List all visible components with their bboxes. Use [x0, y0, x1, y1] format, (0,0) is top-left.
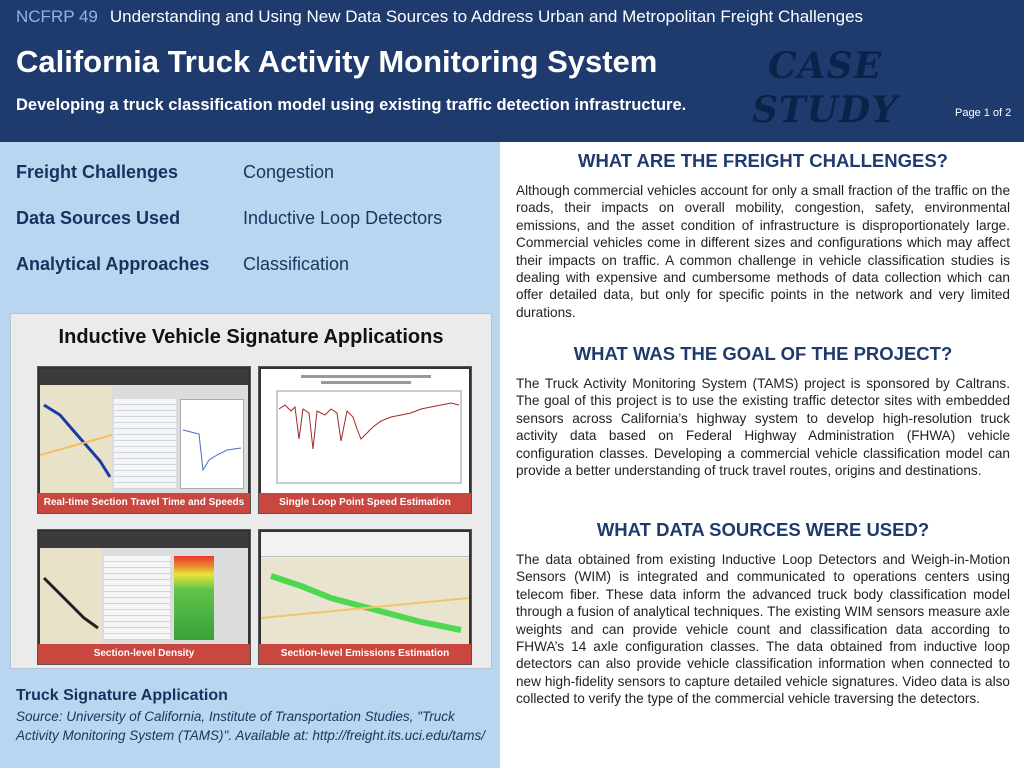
case-study-line2: STUDY	[752, 89, 899, 131]
panel-caption: Section-level Emissions Estimation	[259, 644, 471, 664]
fact-label: Freight Challenges	[16, 162, 179, 182]
figure-caption	[16, 687, 486, 745]
section-goal	[516, 343, 1010, 479]
series-line	[16, 7, 863, 27]
fact-label: Analytical Approaches	[16, 254, 210, 274]
series-title: Understanding and Using New Data Sources to Address Urban and Metropolitan Freight Challenges	[109, 7, 864, 26]
caption-source: Source: University of California, Institute of Transportation Studies, "Truck Activity Monitoring System (TAMS)". Available at: http://freight.its.uci.edu/tams/	[16, 709, 485, 743]
section-heading: WHAT DATA SOURCES WERE USED?	[596, 519, 930, 540]
fact-value: Classification	[243, 254, 350, 274]
section-data-sources	[516, 519, 1010, 708]
map-route	[40, 385, 112, 493]
panel-screenshot	[40, 532, 248, 644]
left-panel	[0, 142, 500, 768]
map-image	[40, 548, 102, 644]
fact-value: Inductive Loop Detectors	[243, 208, 443, 228]
section-body: The data obtained from existing Inductive Loop Detectors and Weigh-in-Motion Sensors (WIM) is integrated and communicated to operations centers using telecom fiber. These data inform the advanced truck body classification model through a fusion of analytical techniques. The existing WIM sensors measure axle weights and can provide vehicle count and classification data according to FHWA’s 14 axle configuration classes. The data obtained from inductive loop detectors can also provide vehicle classification information when connected to new high-fidelity sensors to capture detailed vehicle signatures. Video data is also collected to verify the type of the commercial vehicle traversing the detectors.	[516, 552, 1010, 707]
fact-value: Congestion	[243, 162, 335, 182]
section-body: The Truck Activity Monitoring System (TAMS) project is sponsored by Caltrans. The goal of this project is to use the existing traffic detector sites with embedded sensors across California’s highway system to develop high-resolution truck activity data based on Federal Highway Administration (FHWA) vehicle configuration classes. Developing a commercial vehicle classification model can provide a better understanding of truck travel routes, origins and destinations.	[516, 376, 1010, 479]
panel-screenshot	[261, 532, 469, 644]
panel-density	[37, 529, 251, 665]
speed-timeseries-image	[261, 369, 469, 493]
speed-plot-image	[180, 399, 244, 489]
caption-title: Truck Signature Application	[16, 687, 228, 704]
data-table-image	[114, 399, 176, 489]
map-image	[261, 558, 469, 644]
section-body: Although commercial vehicles account for only a small fraction of the traffic on the roads, their impacts on overall mobility, congestion, safety, environmental emissions, and the asset condition of infrastructure is disproportionately large. Commercial vehicles come in different sizes and configurations which may affect their impacts on traffic. A common challenge in vehicle classification studies is dealing with expensive and cumbersome methods of data collection which can offer detailed data, but only for specific points in the network and very limited durations.	[516, 183, 1010, 320]
panel-screenshot	[261, 369, 469, 493]
density-heatmap-image	[174, 556, 214, 640]
case-study-badge	[752, 44, 898, 132]
panel-point-speed	[258, 366, 472, 514]
right-column	[500, 142, 1024, 768]
map-image	[40, 385, 112, 493]
section-heading: WHAT WAS THE GOAL OF THE PROJECT?	[573, 343, 953, 364]
header-banner	[0, 0, 1024, 142]
section-challenges	[516, 150, 1010, 321]
case-study-line1: CASE	[768, 45, 883, 87]
map-route	[40, 548, 102, 644]
panel-caption: Section-level Density	[38, 644, 250, 664]
data-table-image	[104, 556, 170, 640]
speed-line	[181, 400, 245, 490]
panel-travel-time	[37, 366, 251, 514]
figure-title: Inductive Vehicle Signature Applications	[58, 326, 444, 348]
series-id: NCFRP 49	[16, 7, 98, 26]
applications-figure	[10, 313, 492, 669]
panel-caption: Single Loop Point Speed Estimation	[259, 493, 471, 513]
page-number: Page 1 of 2	[955, 107, 1012, 119]
panel-screenshot	[40, 369, 248, 493]
fact-label: Data Sources Used	[16, 208, 181, 228]
section-heading: WHAT ARE THE FREIGHT CHALLENGES?	[578, 150, 948, 171]
page-subtitle: Developing a truck classification model using existing traffic detection infrastructure.	[16, 96, 687, 114]
emissions-route	[261, 558, 469, 644]
panel-caption: Real-time Section Travel Time and Speeds	[38, 493, 250, 513]
page-title: California Truck Activity Monitoring System	[16, 44, 658, 79]
panel-emissions	[258, 529, 472, 665]
